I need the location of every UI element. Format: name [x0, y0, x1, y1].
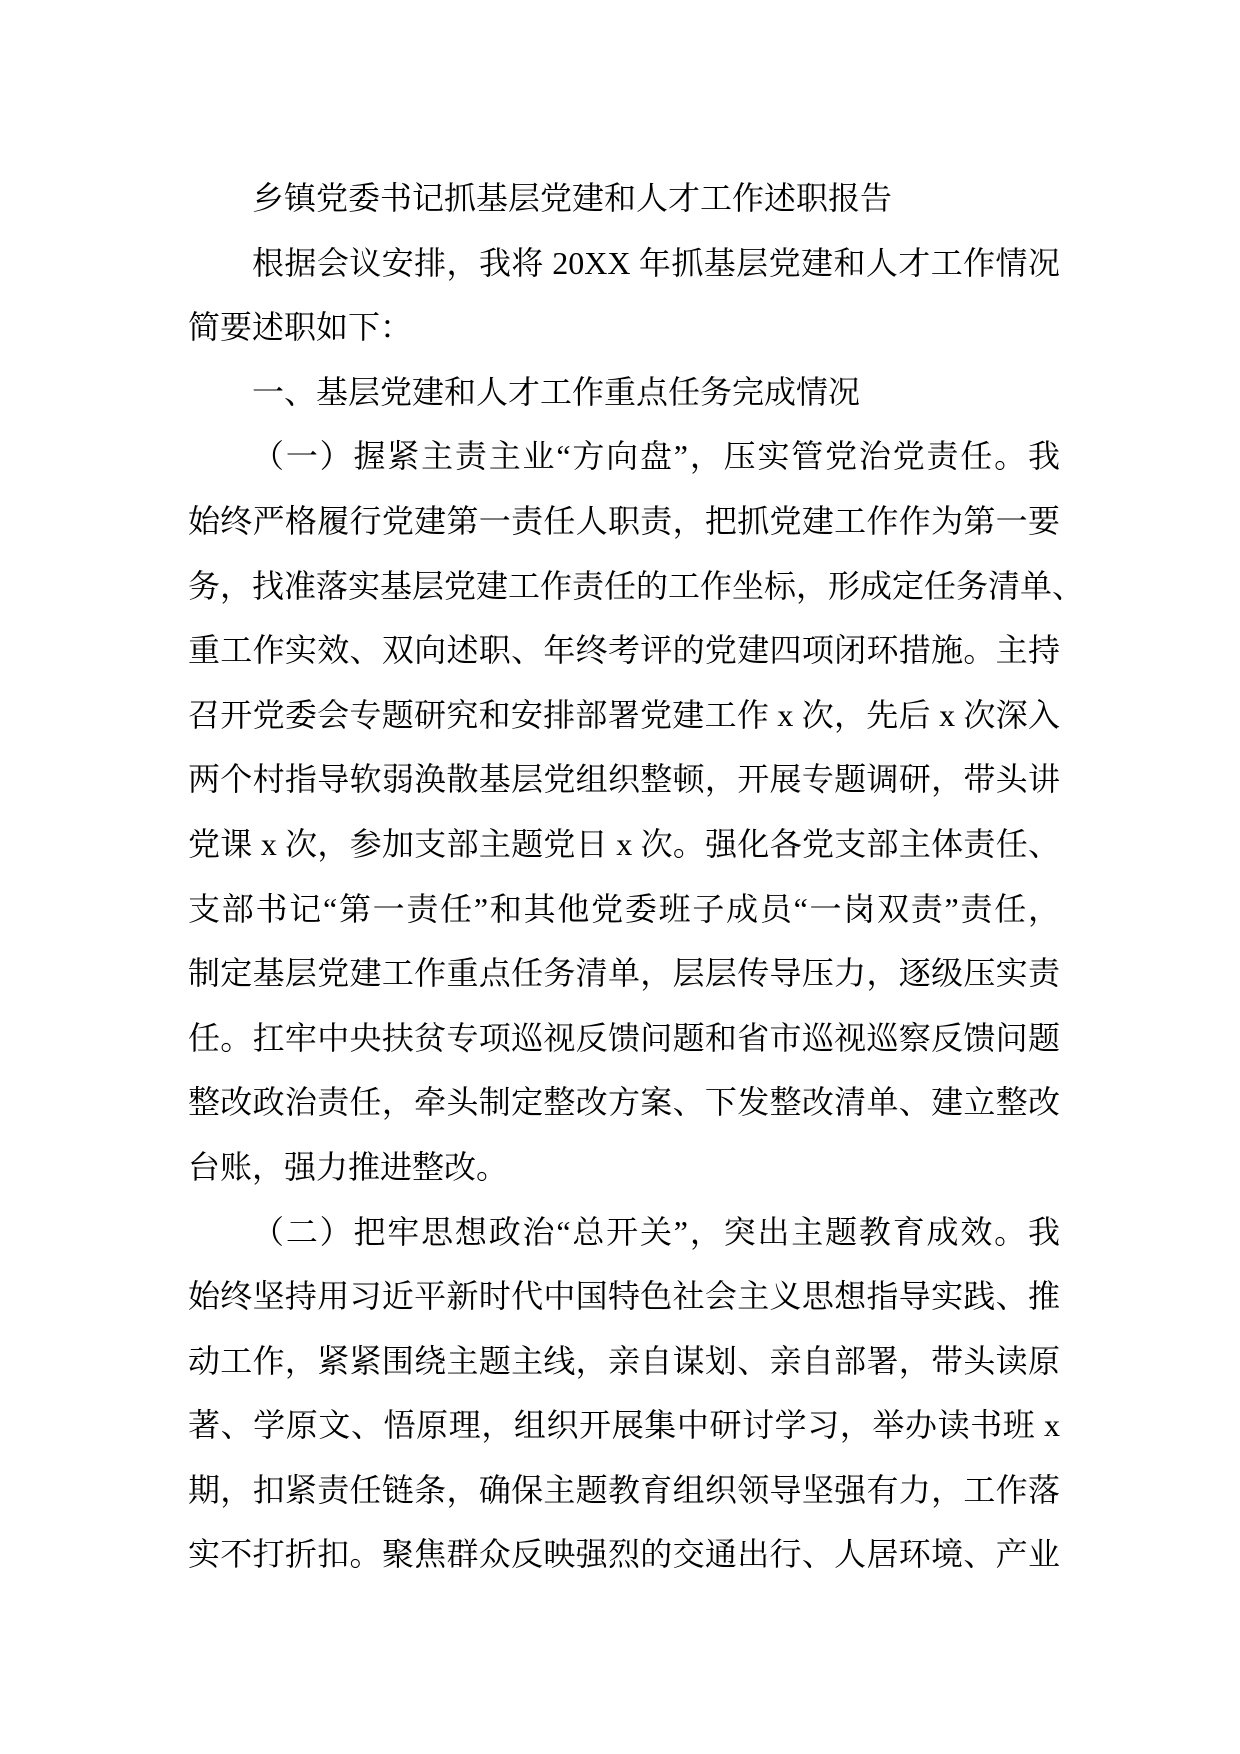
paragraph-line: 任。扛牢中央扶贫专项巡视反馈问题和省市巡视巡察反馈问题	[188, 1019, 1060, 1056]
paragraph-section-2	[188, 1200, 1060, 1588]
paragraph-line: 党课 x 次，参加支部主题党日 x 次。强化各党支部主体责任、	[188, 825, 1060, 862]
paragraph-line: 实不打折扣。聚焦群众反映强烈的交通出行、人居环境、产业	[188, 1536, 1060, 1573]
paragraph-line: 根据会议安排，我将 20XX 年抓基层党建和人才工作情况	[252, 244, 1060, 281]
paragraph-line: 重工作实效、双向述职、年终考评的党建四项闭环措施。主持	[188, 632, 1060, 669]
paragraph-intro	[188, 231, 1060, 360]
document-title: 乡镇党委书记抓基层党建和人才工作述职报告	[252, 180, 893, 216]
document-body	[188, 166, 1085, 1587]
paragraph-line: 始终坚持用习近平新时代中国特色社会主义思想指导实践、推	[188, 1278, 1060, 1315]
paragraph-section-1	[188, 424, 1085, 1199]
paragraph-line: 务，找准落实基层党建工作责任的工作坐标，形成定任务清单、	[188, 567, 1085, 604]
section-heading	[188, 360, 1060, 425]
paragraph-line: 简要述职如下：	[188, 309, 413, 346]
paragraph-line: 始终严格履行党建第一责任人职责，把抓党建工作作为第一要	[188, 502, 1060, 539]
paragraph-line: 期，扣紧责任链条，确保主题教育组织领导坚强有力，工作落	[188, 1471, 1060, 1508]
paragraph-line: 台账，强力推进整改。	[188, 1148, 509, 1185]
paragraph-line: 制定基层党建工作重点任务清单，层层传导压力，逐级压实责	[188, 955, 1060, 992]
paragraph-line: （一）握紧主责主业“方向盘”，压实管党治党责任。我	[252, 438, 1060, 475]
paragraph-line: 整改政治责任，牵头制定整改方案、下发整改清单、建立整改	[188, 1084, 1060, 1121]
paragraph-line: 两个村指导软弱涣散基层党组织整顿，开展专题调研，带头讲	[188, 761, 1060, 798]
paragraph-line: 召开党委会专题研究和安排部署党建工作 x 次，先后 x 次深入	[188, 696, 1060, 733]
paragraph-line: 支部书记“第一责任”和其他党委班子成员“一岗双责”责任，	[188, 890, 1060, 927]
paragraph-line: 动工作，紧紧围绕主题主线，亲自谋划、亲自部署，带头读原	[188, 1342, 1060, 1379]
heading-line: 一、基层党建和人才工作重点任务完成情况	[252, 373, 861, 410]
paragraph-line: （二）把牢思想政治“总开关”，突出主题教育成效。我	[252, 1213, 1060, 1250]
paragraph-line: 著、学原文、悟原理，组织开展集中研讨学习，举办读书班 x	[188, 1407, 1060, 1444]
